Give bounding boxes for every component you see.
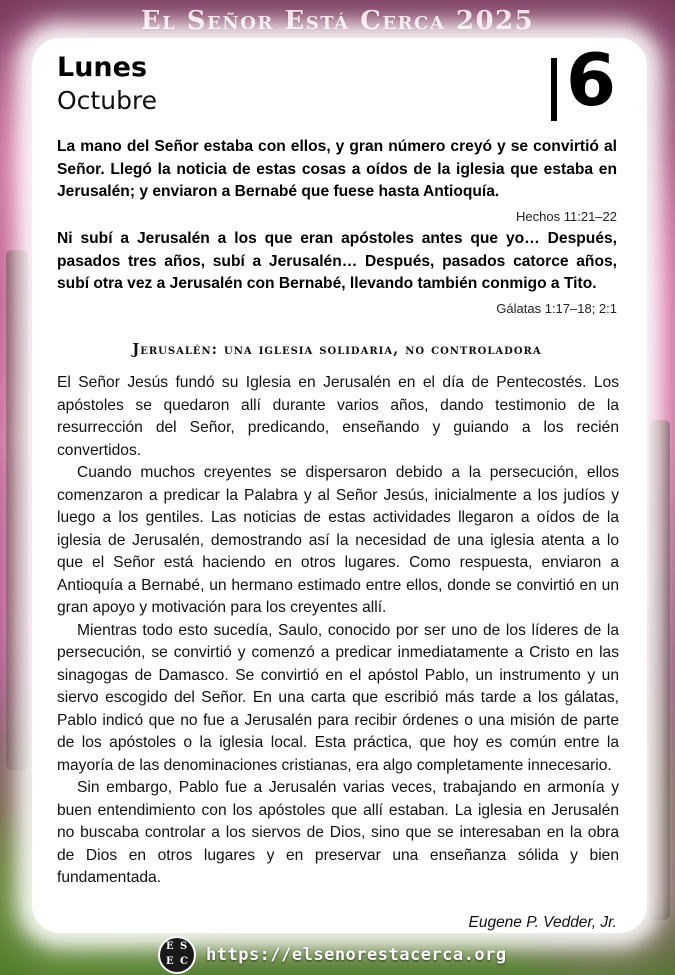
article-paragraph: Mientras todo esto sucedía, Saulo, conocido por ser uno de los líderes de la persecución, se convirtió y comenzó a predicar inmediatamente a Cristo en las sinagogas de Damasco. Se convirtió en el apóstol Pablo, un instrumento y un siervo escogido del Señor. En una carta que escribió más tarde a los gálatas, Pablo indicó que no fue a Jerusalén para recibir órdenes o una misión de parte de los apóstoles o la iglesia local. Esta práctica, que hoy es común entre la mayoría de las denominaciones cristianas, era algo completamente innecesario. — [57, 621, 619, 774]
publisher-logo — [160, 938, 194, 972]
article-author: Eugene P. Vedder, Jr. — [468, 914, 617, 931]
background-tree-trunk-left — [6, 250, 28, 770]
logo-letter: E — [166, 956, 174, 967]
logo-letter: C — [180, 956, 188, 967]
verse-text-2: Ni subí a Jerusalén a los que eran apóstoles antes que yo… Después, pasados tres años, subí a Jerusalén… Después, pasados catorce años, subí otra vez a Jerusalén con Bernabé, llevando también conmigo a Tito. — [57, 230, 617, 292]
website-link[interactable]: https://elsenorestacerca.org — [206, 945, 507, 965]
verse-reference-1: Hechos 11:21–22 — [516, 209, 617, 224]
logo-letter: E — [166, 941, 174, 952]
weekday: Lunes — [57, 52, 148, 83]
article-paragraph: Cuando muchos creyentes se dispersaron debido a la persecución, ellos comenzaron a predicar la Palabra y al Señor Jesús, inicialmente a los judíos y luego a los gentiles. Las noticias de estas actividades llegaron a oídos de la iglesia de Jerusalén, demostrando así la necesidad de una iglesia atenta a lo que el Señor está haciendo en otros lugares. Como respuesta, enviaron a Antioquía a Bernabé, un hermano estimado entre ellos, donde se convirtió en un gran apoyo y motivación para los creyentes allí. — [57, 464, 619, 616]
logo-letter: S — [180, 941, 188, 952]
header-title: El Señor Está Cerca 2025 — [140, 6, 535, 36]
footer — [160, 938, 507, 972]
verse-reference-2: Gálatas 1:17–18; 2:1 — [496, 301, 617, 316]
background-tree-trunk-right — [650, 420, 670, 920]
article-title: Jerusalén: una iglesia solidaria, no controladora — [132, 341, 542, 358]
day-number: 6 — [566, 38, 617, 122]
verse-text-1: La mano del Señor estaba con ellos, y gran número creyó y se convirtió al Señor. Llegó la noticia de estas cosas a oídos de la iglesia que estaba en Jerusalén; y enviaron a Bernabé que fuese hasta Antioquía. — [57, 138, 617, 200]
date-divider — [551, 58, 557, 121]
article-paragraph: Sin embargo, Pablo fue a Jerusalén varias veces, trabajando en armonía y buen entendimiento con los apóstoles que allí estaban. La iglesia en Jerusalén no buscaba controlar a los siervos de Dios, sino que se interesaban en la obra de Dios en otros lugares y en preservar una enseñanza sólida y bien fundamentada. — [57, 779, 619, 886]
month: Octubre — [57, 86, 158, 115]
article-paragraph: El Señor Jesús fundó su Iglesia en Jerusalén en el día de Pentecostés. Los apóstoles se quedaron allí durante varios años, dando testimonio de la resurrección del Señor, predicando, enseñando y guiando a los recién convertidos. — [57, 374, 619, 459]
article-body — [57, 372, 619, 890]
